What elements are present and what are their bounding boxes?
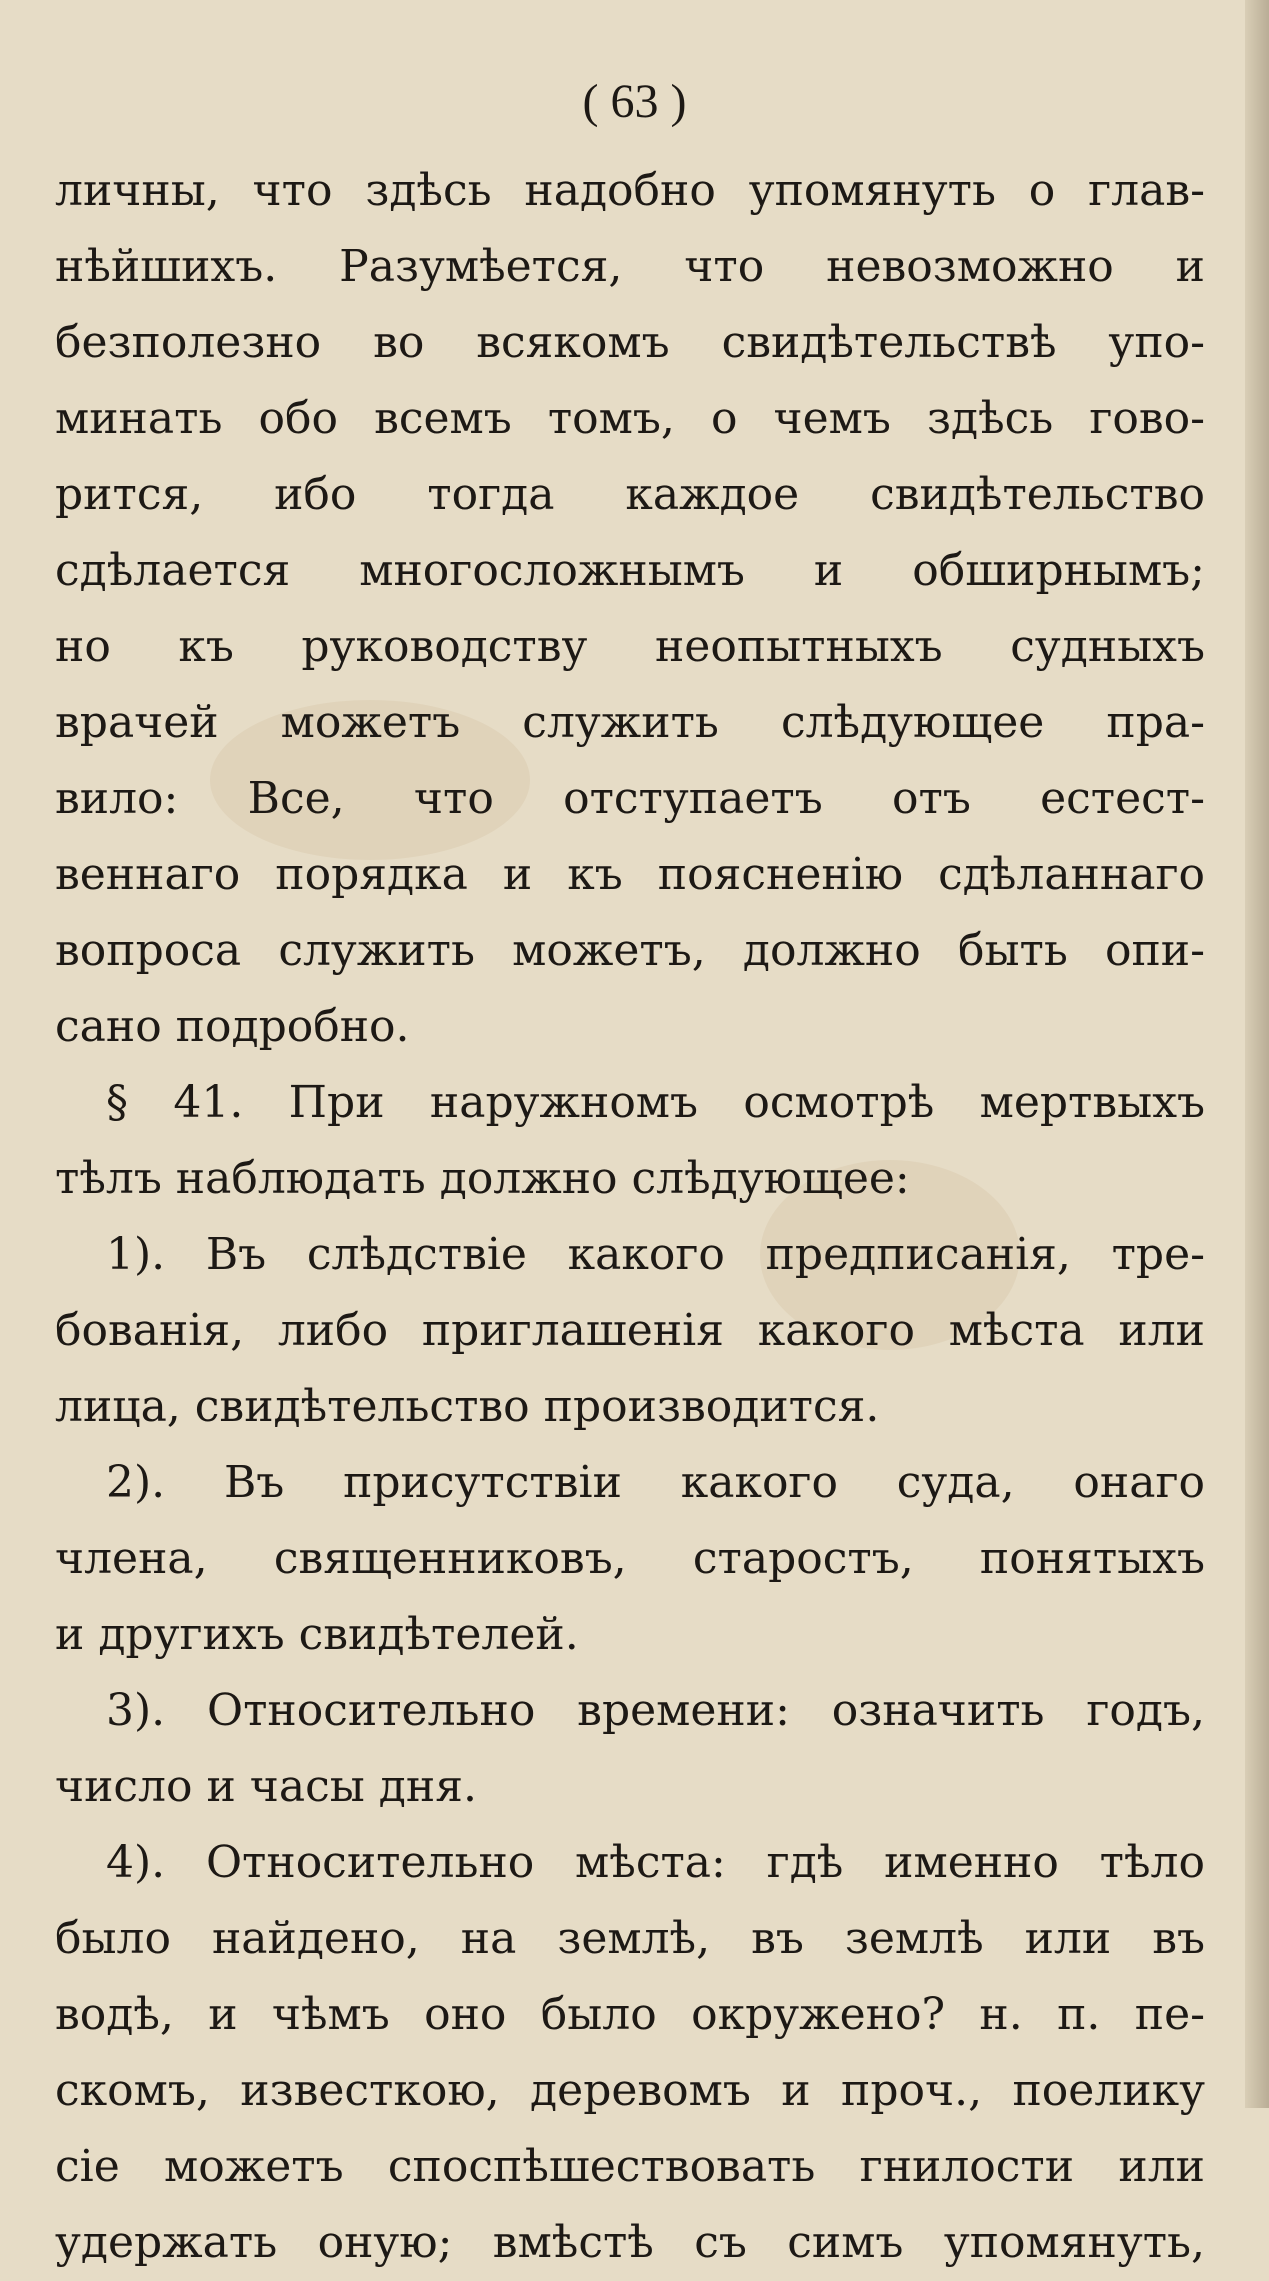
page-text (55, 153, 1205, 2281)
page-number: ( 63 ) (582, 75, 687, 128)
text-line: сдѣлается многосложнымъ и обширнымъ; (55, 545, 1205, 596)
list-item-line: 1). Въ слѣдствіе какого предписанія, тре- (106, 1229, 1205, 1280)
text-line: было найдено, на землѣ, въ землѣ или въ (55, 1913, 1205, 1964)
text-line: веннаго порядка и къ поясненію сдѣланнаго (55, 849, 1205, 900)
text-line: тѣлъ наблюдать должно слѣдующее: (55, 1153, 910, 1204)
text-line: бованія, либо приглашенія какого мѣста или (55, 1305, 1205, 1356)
text-line: сіе можетъ споспѣшествовать гнилости или (55, 2141, 1205, 2192)
list-item-line: 3). Относительно времени: означить годъ, (106, 1685, 1205, 1736)
text-line: минать обо всемъ томъ, о чемъ здѣсь гово- (55, 393, 1205, 444)
list-item-line: 2). Въ присутствіи какого суда, онаго (106, 1457, 1205, 1508)
text-line: число и часы дня. (55, 1761, 477, 1812)
list-item-line: 4). Относительно мѣста: гдѣ именно тѣло (106, 1837, 1205, 1888)
text-line: личны, что здѣсь надобно упомянуть о глав- (55, 165, 1205, 216)
text-line: скомъ, известкою, деревомъ и проч., поелику (55, 2065, 1205, 2116)
text-line: лица, свидѣтельство производится. (55, 1381, 880, 1432)
text-line: рится, ибо тогда каждое свидѣтельство (55, 469, 1205, 520)
text-line: удержать оную; вмѣстѣ съ симъ упомянуть, (55, 2217, 1205, 2268)
text-line: но къ руководству неопытныхъ судныхъ (55, 621, 1205, 672)
section-heading-line: § 41. При наружномъ осмотрѣ мертвыхъ (106, 1077, 1205, 1128)
scan-edge-shadow (1245, 0, 1269, 2108)
text-line: вило: Все, что отступаетъ отъ естест- (55, 773, 1205, 824)
text-line: вопроса служить можетъ, должно быть опи- (55, 925, 1205, 976)
text-line: безполезно во всякомъ свидѣтельствѣ упо- (55, 317, 1205, 368)
text-line: водѣ, и чѣмъ оно было окружено? н. п. пе- (55, 1989, 1205, 2040)
text-line: сано подробно. (55, 1001, 410, 1052)
text-line: врачей можетъ служить слѣдующее пра- (55, 697, 1205, 748)
text-line: нѣйшихъ. Разумѣется, что невозможно и (55, 241, 1205, 292)
text-line: и другихъ свидѣтелей. (55, 1609, 579, 1660)
text-line: члена, священниковъ, старостъ, понятыхъ (55, 1533, 1205, 1584)
